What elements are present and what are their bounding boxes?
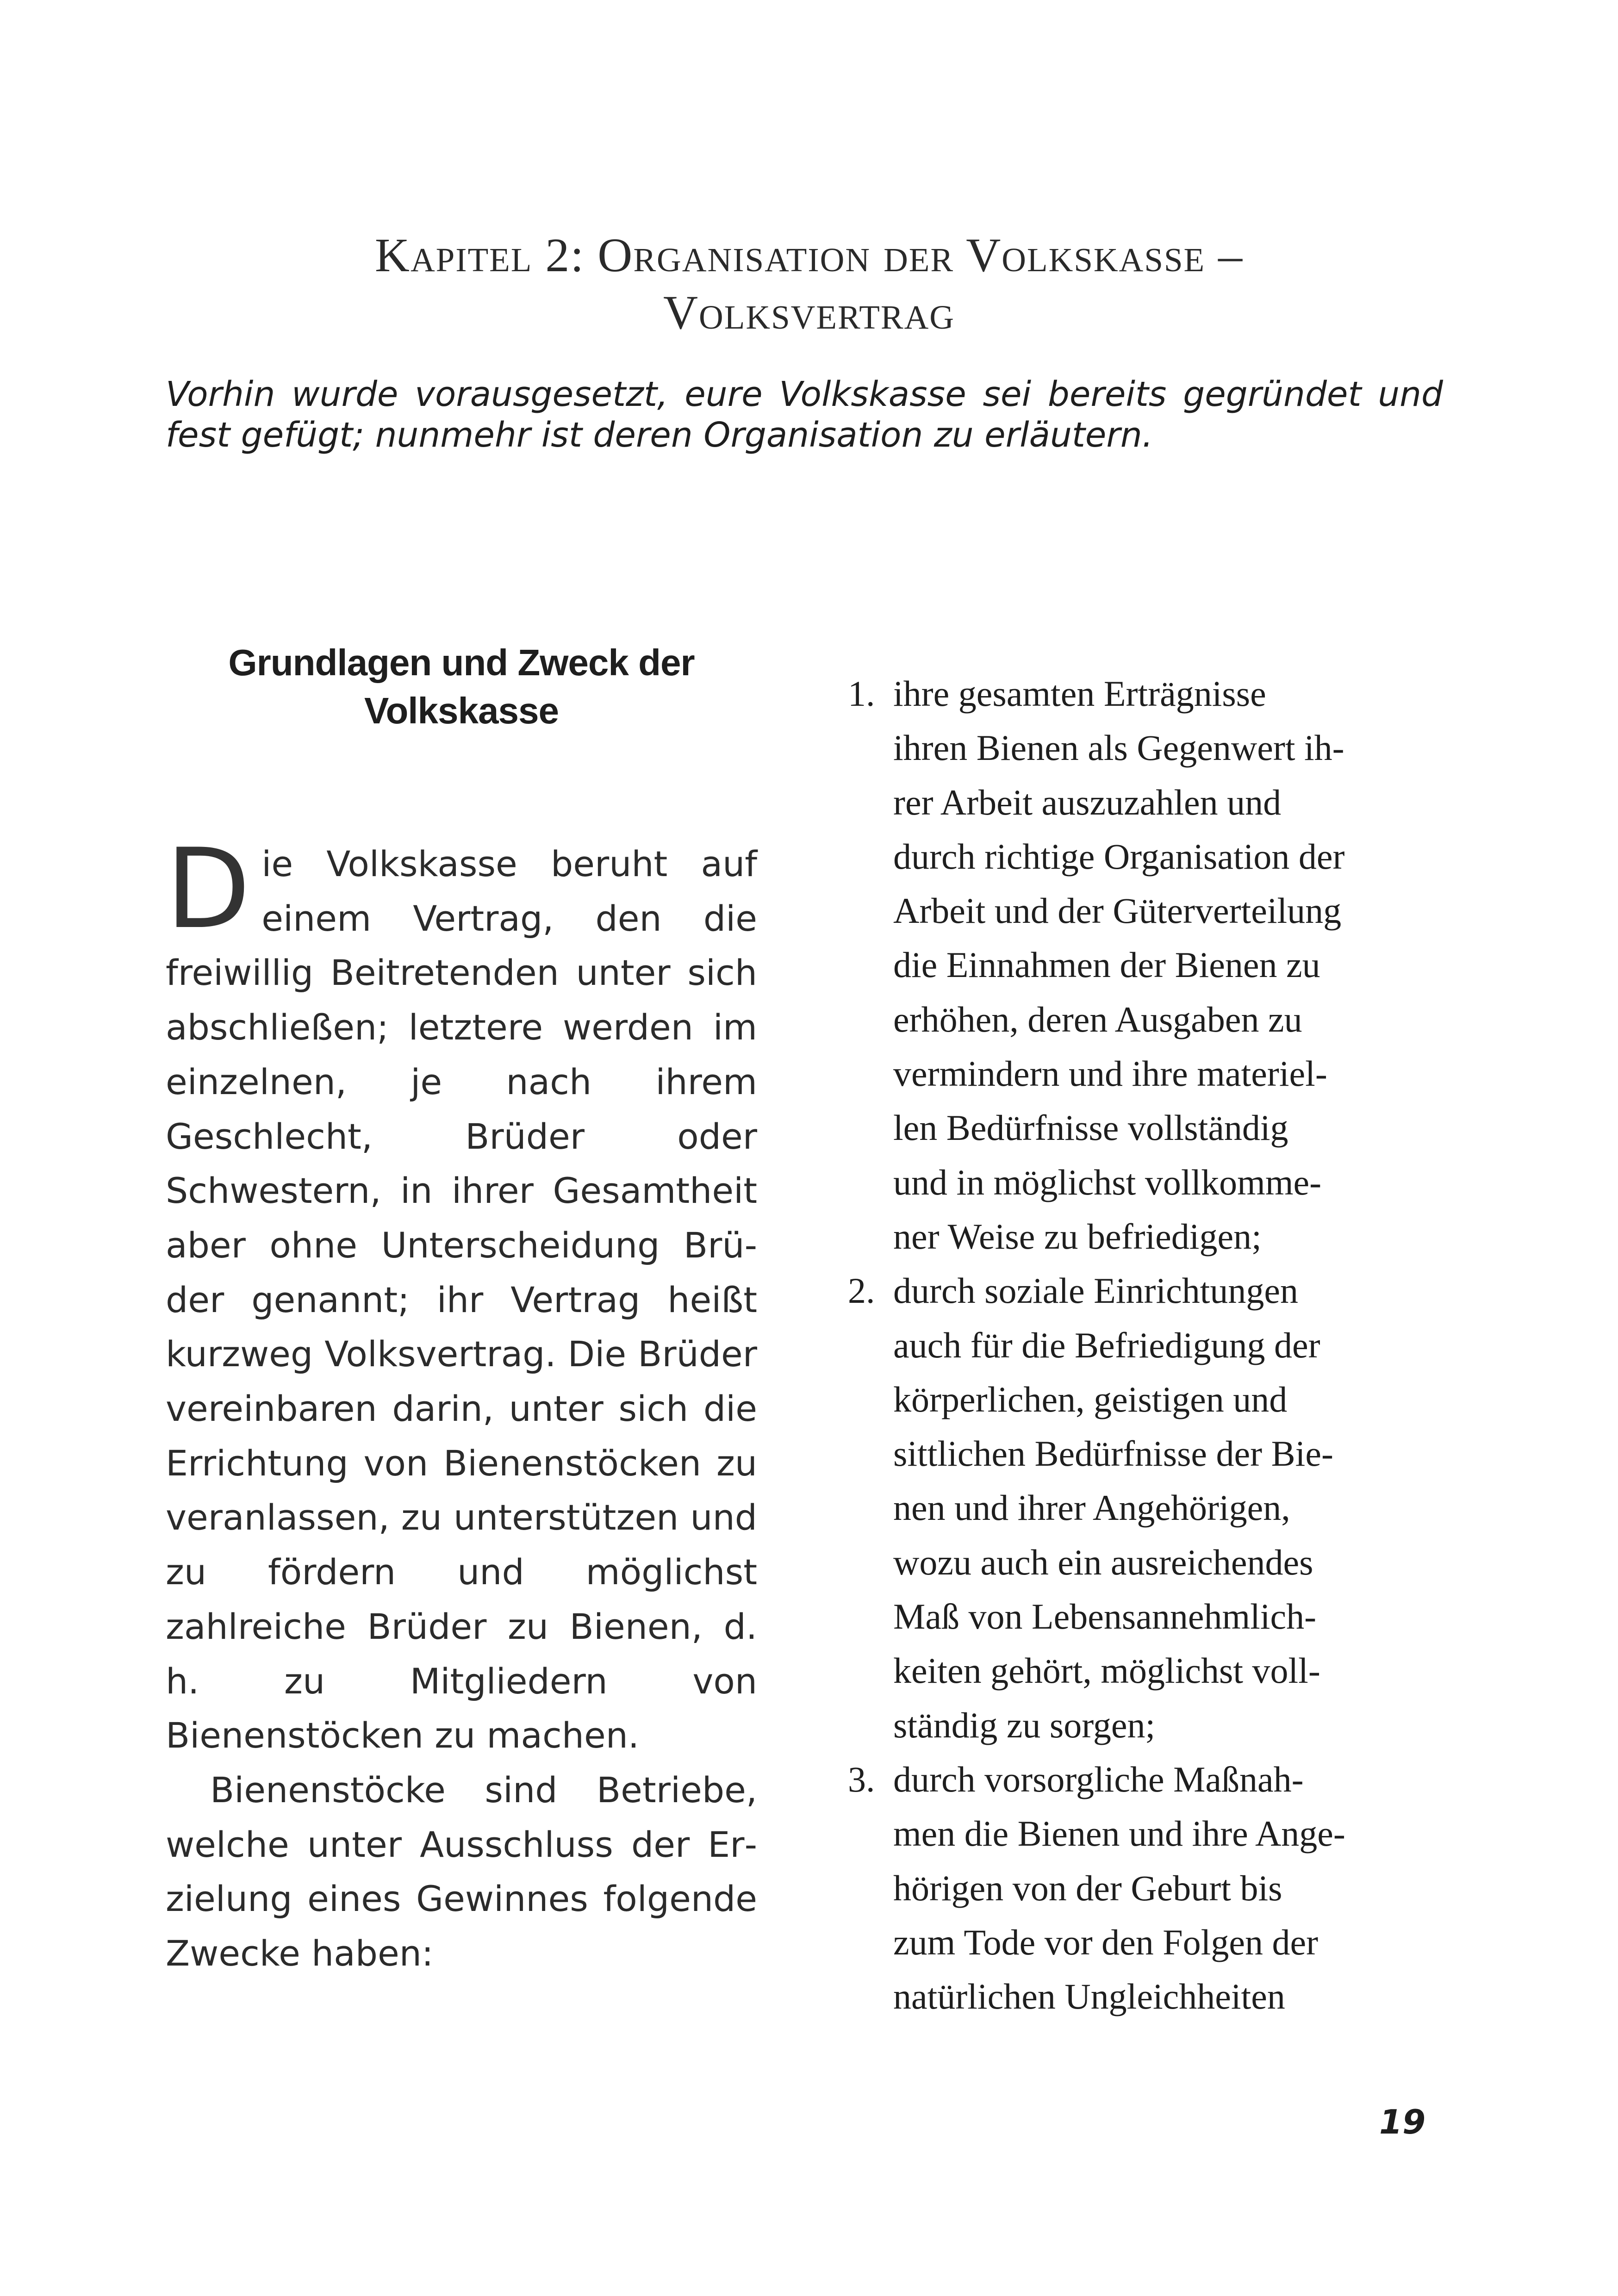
list-item-line: auch für die Befriedigung der bbox=[893, 1325, 1320, 1365]
list-item-line: keiten gehört, möglichst voll- bbox=[893, 1650, 1320, 1691]
list-item-line: körperlichen, geistigen und bbox=[893, 1379, 1288, 1419]
list-item-line: nen und ihrer Angehörigen, bbox=[893, 1487, 1290, 1528]
drop-cap: D bbox=[166, 825, 251, 953]
paragraph-1-text: ie Volkskasse beruht auf einem Vertrag, den die freiwillig Beitretenden unter sich abschließen; letztere werden im einzelnen, je nach ihrem Geschlecht, Brüder oder Schwestern, in ihrer Gesamtheit aber ohne Unterscheidung Brüder genannt; ihr Vertrag heißt kurzweg Volksvertrag. Die Brüder vereinbaren darin, unter sich die Errichtung von Bienenstöcken zu veranlassen, zu unterstützen und zu fördern und möglichst zahlreiche Brüder zu Bienen, d. h. zu Mitgliedern von Bienenstöcken zu machen. bbox=[166, 843, 757, 1756]
section-heading-line-2: Volkskasse bbox=[364, 690, 559, 731]
chapter-intro: Vorhin wurde vorausgesetzt, eure Volkskasse sei bereits gegründet und fest gefügt; nunmehr ist deren Organisation zu erläutern. bbox=[166, 374, 1443, 455]
list-item-line: ihre gesamten Erträgnisse bbox=[893, 673, 1266, 714]
list-item-line: sittlichen Bedürfnisse der Bie- bbox=[893, 1433, 1333, 1474]
list-item-line: men die Bienen und ihre Ange- bbox=[893, 1813, 1345, 1854]
list-item-line: vermindern und ihre materiel- bbox=[893, 1053, 1327, 1094]
list-item bbox=[843, 1752, 1445, 2023]
list-item-line: Maß von Lebensannehmlich- bbox=[893, 1596, 1317, 1637]
list-item-number: 2. bbox=[848, 1270, 875, 1311]
page-number: 19 bbox=[1379, 2103, 1426, 2141]
chapter-title bbox=[0, 227, 1618, 342]
list-item-number: 3. bbox=[848, 1759, 875, 1799]
list-item-number: 1. bbox=[848, 673, 875, 714]
left-column bbox=[166, 639, 757, 1981]
list-item bbox=[843, 666, 1445, 1263]
list-item-line: Arbeit und der Güterverteilung bbox=[893, 890, 1342, 931]
list-item-line: ihren Bienen als Gegenwert ih- bbox=[893, 728, 1344, 768]
list-item-line: und in möglichst vollkomme- bbox=[893, 1162, 1322, 1202]
list-item bbox=[843, 1263, 1445, 1752]
list-item-line: durch richtige Organisation der bbox=[893, 836, 1345, 877]
purpose-list bbox=[843, 666, 1445, 2023]
list-item-line: zum Tode vor den Folgen der bbox=[893, 1922, 1319, 1962]
list-item-line: ner Weise zu befriedigen; bbox=[893, 1216, 1262, 1257]
list-item-line: len Bedürfnisse vollständig bbox=[893, 1108, 1288, 1148]
list-item-line: die Einnahmen der Bienen zu bbox=[893, 945, 1320, 985]
list-item-line: erhöhen, deren Ausgaben zu bbox=[893, 999, 1302, 1039]
list-item-line: durch soziale Einrichtungen bbox=[893, 1270, 1299, 1311]
section-heading bbox=[166, 639, 757, 735]
chapter-title-line-1: Kapitel 2: Organisation der Volkskasse – bbox=[374, 229, 1244, 282]
list-item-line: ständig zu sorgen; bbox=[893, 1705, 1156, 1745]
list-item-line: natürlichen Ungleichheiten bbox=[893, 1976, 1285, 2017]
chapter-title-line-2: Volksvertrag bbox=[663, 286, 955, 339]
paragraph-1 bbox=[166, 825, 757, 1763]
paragraph-2: Bienenstöcke sind Betriebe, welche unter Ausschluss der Erzielung eines Gewinnes folgende Zwecke haben: bbox=[166, 1769, 757, 1974]
list-item-line: wozu auch ein ausreichendes bbox=[893, 1542, 1313, 1582]
section-heading-line-1: Grundlagen und Zweck der bbox=[228, 642, 695, 683]
list-item-line: rer Arbeit auszuzahlen und bbox=[893, 782, 1282, 822]
list-item-line: hörigen von der Geburt bis bbox=[893, 1867, 1282, 1908]
list-item-line: durch vorsorgliche Maßnah- bbox=[893, 1759, 1304, 1799]
